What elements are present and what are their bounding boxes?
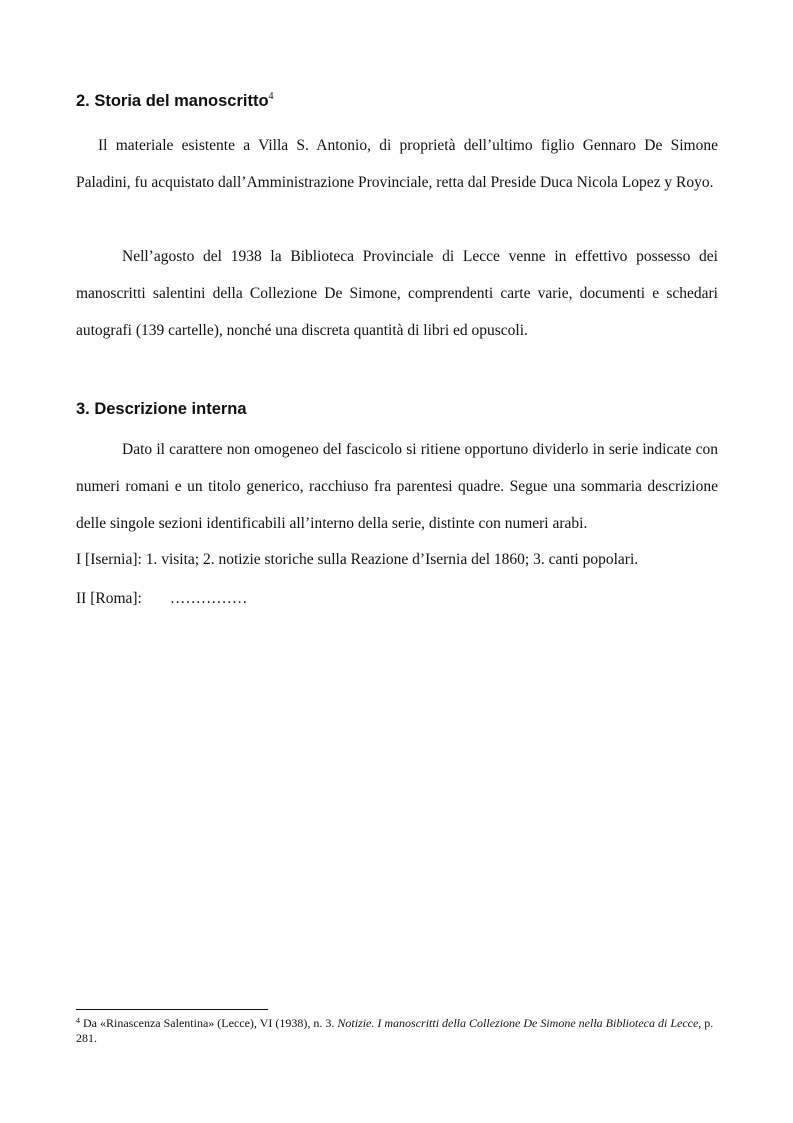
- footnote-text-before: Da «Rinascenza Salentina» (Lecce), VI (1938), n. 3.: [80, 1016, 338, 1030]
- section-3-paragraph-1: Dato il carattere non omogeneo del fascicolo si ritiene opportuno dividerlo in serie indicate con numeri romani e un titolo generico, racchiuso fra parentesi quadre. Segue una sommaria descrizione delle singole sezioni identificabili all’interno della serie, distinte con numeri arabi.: [76, 441, 718, 532]
- footnote-number: 4: [76, 1016, 80, 1025]
- series-2-placeholder: ……………: [169, 590, 248, 607]
- footnote: [76, 1016, 716, 1046]
- footnote-divider: [76, 1009, 268, 1010]
- section-2-paragraph-2: Nell’agosto del 1938 la Biblioteca Provinciale di Lecce venne in effettivo possesso dei manoscritti salentini della Collezione De Simone, comprendenti carte varie, documenti e schedari autografi (139 cartelle), nonché una discreta quantità di libri ed opuscoli.: [76, 248, 718, 339]
- footnote-reference: 4: [268, 91, 274, 102]
- series-2-label: II [Roma]:: [76, 590, 142, 607]
- section-2-heading: [76, 92, 274, 111]
- section-2-paragraph-1: Il materiale esistente a Villa S. Antonio, di proprietà dell’ultimo figlio Gennaro De Simone Paladini, fu acquistato dall’Amministrazione Provinciale, retta dal Preside Duca Nicola Lopez y Royo.: [76, 137, 718, 191]
- footnote-text-after: , p. 281.: [76, 1016, 714, 1045]
- section-3-heading: 3. Descrizione interna: [76, 400, 247, 418]
- series-1-line: I [Isernia]: 1. visita; 2. notizie storiche sulla Reazione d’Isernia del 1860; 3. canti popolari.: [76, 551, 639, 568]
- series-2-line: [76, 590, 247, 608]
- footnote-italic-title: Notizie. I manoscritti della Collezione De Simone nella Biblioteca di Lecce: [337, 1016, 699, 1030]
- section-2-title: 2. Storia del manoscritto: [76, 92, 269, 110]
